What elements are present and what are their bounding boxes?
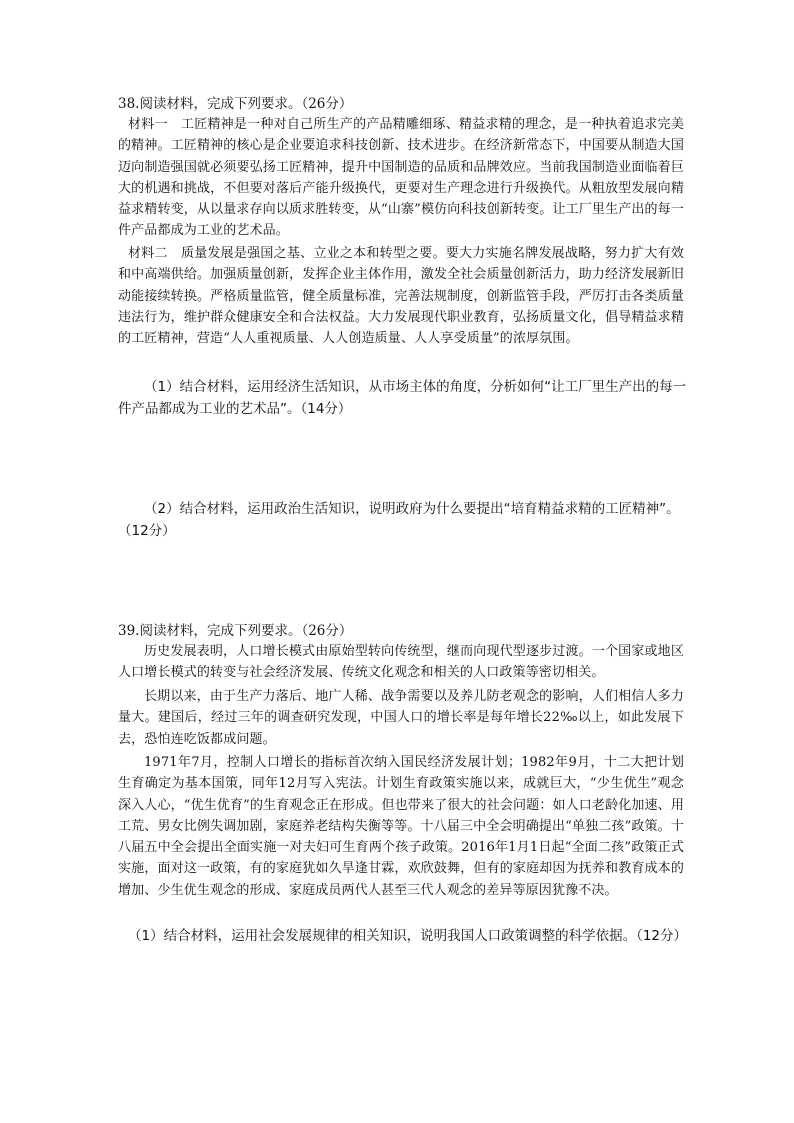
q39-paragraph-2: 长期以来，由于生产力落后、地广人稀、战争需要以及养儿防老观念的影响，人们相信人多力量大。建国后，经过三年的调查研究发现，中国人口的增长率是每年增长22‰以上，如此发展下去，恐怕连吃饭都成问题。: [118, 689, 684, 747]
q38-subquestion-1: （1）结合材料，运用经济生活知识，从市场主体的角度，分析如何“让工厂里生产出的每一件产品都成为工业的艺术品”。（14分）: [118, 379, 687, 417]
q39-subquestion-1: （1）结合材料，运用社会发展规律的相关知识，说明我国人口政策调整的科学依据。（12分）: [128, 928, 688, 944]
q39-paragraph-3: 1971年7月，控制人口增长的指标首次纳入国民经济发展计划；1982年9月，十二大把计划生育确定为基本国策，同年12月写入宪法。计划生育政策实施以来，成就巨大，“少生优生”观念深入人心，“优生优育”的生育观念正在形成。但也带来了很大的社会问题：如人口老龄化加速、用工荒、男女比例失调加剧，家庭养老结构失衡等等。十八届三中全会明确提出“单独二孩”政策。十八届五中全会提出全面实施一对夫妇可生育两个孩子政策。2016年1月1日起“全面二孩”政策正式实施，面对这一政策，有的家庭犹如久旱逢甘霖，欢欣鼓舞，但有的家庭却因为抚养和教育成本的增加、少生优生观念的形成、家庭成员两代人甚至三代人观念的差异等原因犹豫不决。: [118, 755, 684, 898]
q39-paragraph-1: 历史发展表明，人口增长模式由原始型转向传统型，继而向现代型逐步过渡。一个国家或地区人口增长模式的转变与社会经济发展、传统文化观念和相关的人口政策等密切相关。: [118, 644, 684, 681]
q38-material-1: 材料一 工匠精神是一种对自己所生产的产品精雕细琢、精益求精的理念，是一种执着追求完美的精神。工匠精神的核心是企业要追求科技创新、技术进步。在经济新常态下，中国要从制造大国迈向制造强国就必须要弘扬工匠精神，提升中国制造的品质和品牌效应。当前我国制造业面临着巨大的机遇和挑战，不但要对落后产能升级换代，更要对生产理念进行升级换代。从粗放型发展向精益求精转变，从以量求存向以质求胜转变，从“山寨”模仿向科技创新转变。让工厂里生产出的每一件产品都成为工业的艺术品。: [118, 117, 684, 239]
q38-subquestion-2: （2）结合材料，运用政治生活知识，说明政府为什么要提出“培育精益求精的工匠精神”。（12分）: [118, 501, 680, 539]
question-39-heading: 39.阅读材料，完成下列要求。（26分）: [118, 623, 353, 639]
q38-material-2: 材料二 质量发展是强国之基、立业之本和转型之要。要大力实施名牌发展战略，努力扩大有效和中高端供给。加强质量创新，发挥企业主体作用，激发全社会质量创新活力，助力经济发展新旧动能接续转换。严格质量监管，健全质量标准，完善法规制度，创新监管手段，严厉打击各类质量违法行为，维护群众健康安全和合法权益。大力发展现代职业教育，弘扬质量文化，倡导精益求精的工匠精神，营造“人人重视质量、人人创造质量、人人享受质量”的浓厚氛围。: [118, 246, 684, 347]
question-38-heading: 38.阅读材料，完成下列要求。（26分）: [118, 96, 353, 112]
